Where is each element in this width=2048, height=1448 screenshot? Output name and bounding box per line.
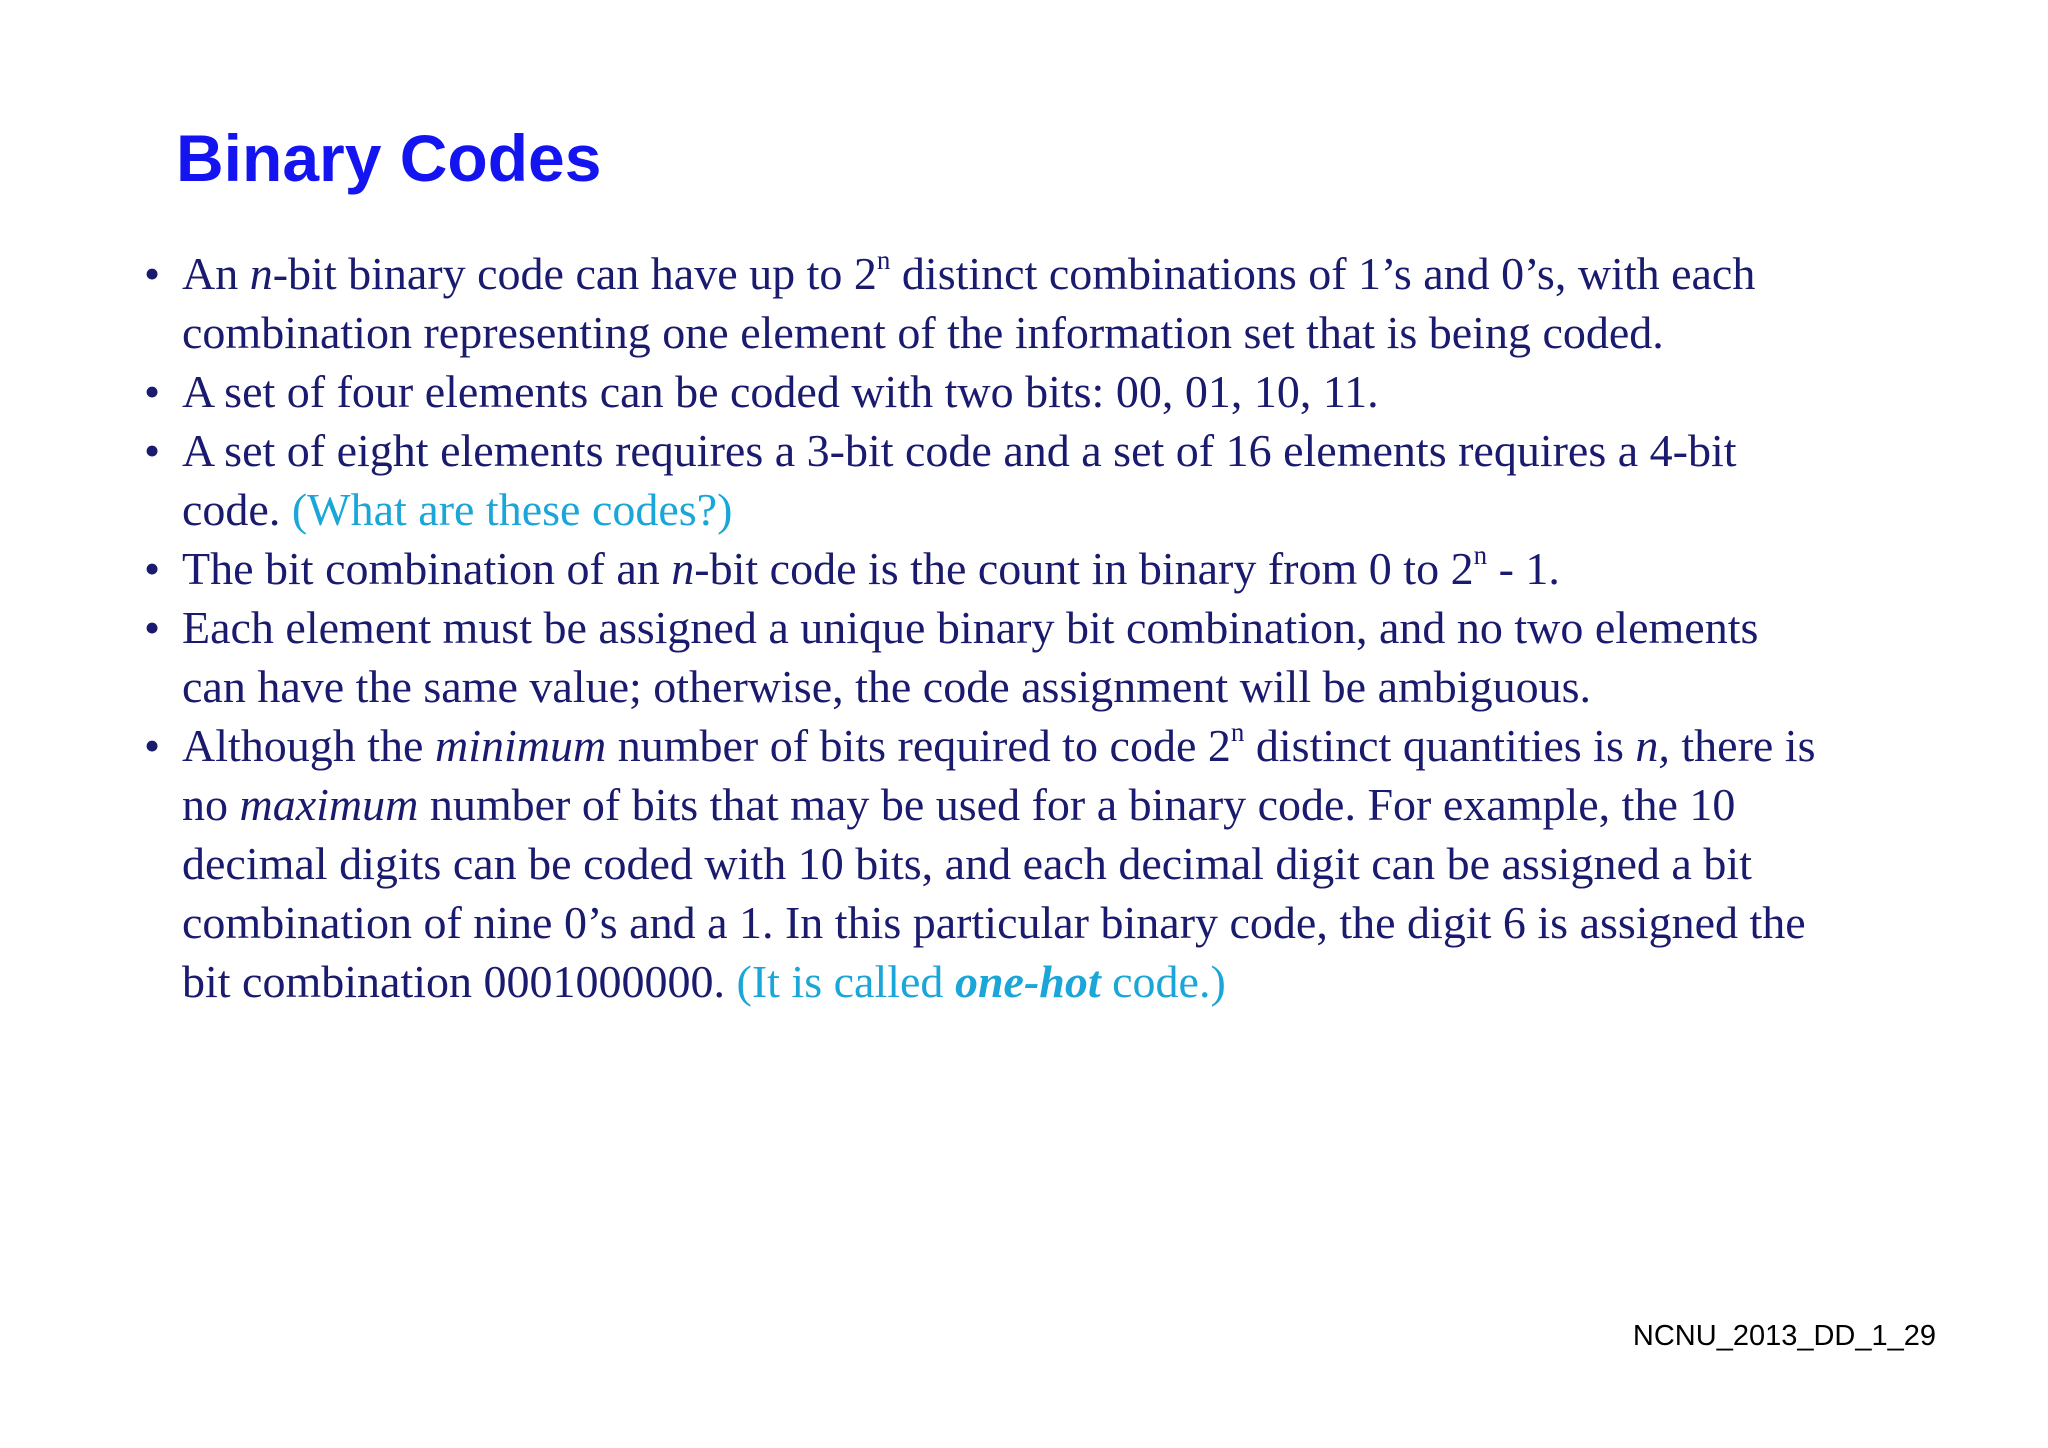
bullet-line: combination representing one element of the information set that is being coded. [182,307,1664,358]
bullet-marker: • [144,425,161,476]
bullet-marker: • [144,248,161,299]
bullet-item-count-in-binary [144,539,1944,598]
bullet-line: decimal digits can be coded with 10 bits, and each decimal digit can be assigned a bit [182,838,1752,889]
bullet-marker: • [144,543,161,594]
bullet-line: code. (What are these codes?) [182,484,733,535]
bullet-item-eight-elements [144,421,1944,539]
bullet-line: combination of nine 0’s and a 1. In this particular binary code, the digit 6 is assigned the [182,897,1806,948]
slide-title: Binary Codes [176,121,602,195]
bullet-item-minimum-maximum [144,716,1944,1011]
one-hot-note: (It is called one-hot code.) [736,956,1226,1007]
bullet-marker: • [144,602,161,653]
bullet-line: no maximum number of bits that may be used for a binary code. For example, the 10 [182,779,1736,830]
question-note: (What are these codes?) [291,484,733,535]
bullet-line: The bit combination of an n-bit code is the count in binary from 0 to 2$^n$ - 1. [182,539,1560,594]
bullet-marker: • [144,366,161,417]
bullet-line: Although the minimum number of bits required to code 2$^n$ distinct quantities is n, there is [182,716,1816,771]
bullet-line: bit combination 0001000000. (It is called one-hot code.) [182,956,1226,1007]
bullet-item-four-elements [144,362,1944,421]
bullet-item-unique-combination [144,598,1944,716]
bullet-line: An n-bit binary code can have up to 2$^n$ distinct combinations of 1’s and 0’s, with each [182,244,1756,299]
bullet-line: A set of eight elements requires a 3-bit code and a set of 16 elements requires a 4-bit [182,425,1737,476]
bullet-marker: • [144,720,161,771]
slide-footer-id: NCNU_2013_DD_1_29 [1632,1320,1936,1352]
bullet-list [144,244,1944,1011]
bullet-line: Each element must be assigned a unique binary bit combination, and no two elements [182,602,1759,653]
bullet-line: A set of four elements can be coded with two bits: 00, 01, 10, 11. [182,366,1379,417]
bullet-line: can have the same value; otherwise, the code assignment will be ambiguous. [182,661,1591,712]
bullet-item-n-bit-combinations [144,244,1944,362]
